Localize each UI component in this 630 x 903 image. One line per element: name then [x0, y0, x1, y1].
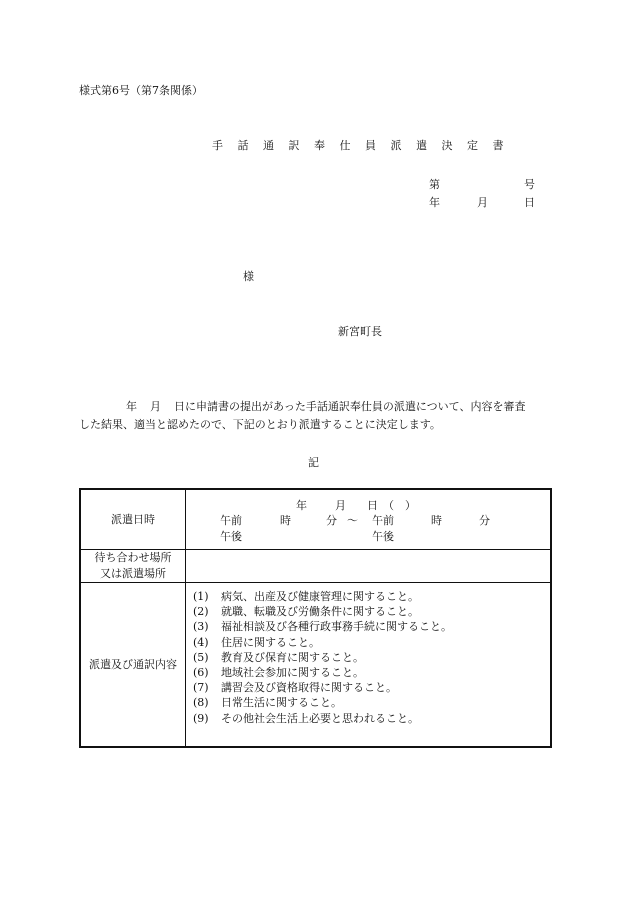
list-item-text: 住居に関すること。 — [221, 635, 320, 649]
dispatch-datetime-label: 派遣日時 — [80, 489, 186, 550]
dt-weekday: （ ） — [383, 499, 416, 512]
list-item — [193, 695, 550, 710]
body-year: 年 — [126, 400, 137, 413]
list-item-number: (1) — [193, 590, 209, 603]
list-item — [193, 635, 550, 650]
dt-day: 日 — [367, 499, 378, 512]
list-item-number: (7) — [193, 681, 209, 695]
document-number-suffix: 号 — [524, 178, 535, 191]
list-item — [193, 665, 550, 680]
dt-start-am: 午前 — [220, 514, 242, 527]
dispatch-content-list — [186, 583, 550, 726]
meeting-place-label-line-1: 待ち合わせ場所 — [94, 551, 172, 564]
list-item-text: 日常生活に関すること。 — [221, 696, 342, 710]
dt-year: 年 — [296, 499, 307, 512]
dispatch-datetime-value — [186, 489, 552, 550]
list-item — [193, 711, 550, 726]
dispatch-content-value — [186, 583, 552, 748]
table-row — [80, 489, 551, 550]
issue-date-day: 日 — [524, 196, 535, 209]
dispatch-details-table — [79, 488, 552, 748]
meeting-place-label — [80, 550, 186, 583]
list-item — [193, 680, 550, 695]
list-item-text: 地域社会参加に関すること。 — [221, 666, 364, 680]
list-item-number: (8) — [193, 696, 209, 710]
dt-end-pm: 午後 — [372, 530, 394, 543]
list-item-number: (5) — [193, 650, 209, 664]
list-item — [193, 604, 550, 619]
dt-end-minute: 分 — [479, 514, 490, 527]
dt-start-hour: 時 — [280, 514, 291, 527]
list-item-number: (6) — [193, 666, 209, 680]
document-title: 手 話 通 訳 奉 仕 員 派 遣 決 定 書 — [212, 139, 509, 152]
issue-date-month: 月 — [477, 196, 488, 209]
issuer-name: 新宮町長 — [338, 325, 382, 338]
form-number: 様式第6号（第7条関係） — [79, 84, 203, 97]
list-item-text: 講習会及び資格取得に関すること。 — [221, 681, 397, 695]
list-item-text: その他社会生活上必要と思われること。 — [221, 711, 419, 725]
document-number-prefix: 第 — [429, 178, 440, 191]
dt-start-pm: 午後 — [220, 530, 242, 543]
list-item-number: (9) — [193, 711, 209, 725]
dt-end-am: 午前 — [372, 514, 394, 527]
list-item — [193, 650, 550, 665]
body-line-1: 日に申請書の提出があった手話通訳奉仕員の派遣について、内容を審査 — [174, 400, 526, 413]
list-item-number: (2) — [193, 605, 209, 619]
dt-start-minute: 分 — [326, 514, 337, 527]
dt-month: 月 — [335, 499, 346, 512]
dt-end-hour: 時 — [431, 514, 442, 527]
list-item-text: 福祉相談及び各種行政事務手続に関すること。 — [221, 620, 452, 634]
table-row — [80, 550, 551, 583]
body-line-2: した結果、適当と認めたので、下記のとおり派遣することに決定します。 — [79, 418, 441, 431]
meeting-place-value — [186, 550, 552, 583]
list-item-text: 教育及び保育に関すること。 — [221, 650, 364, 664]
meeting-place-label-line-2: 又は派遣場所 — [100, 567, 166, 580]
body-month: 月 — [150, 400, 161, 413]
list-item-text: 就職、転職及び労働条件に関すること。 — [221, 605, 419, 619]
list-item-number: (3) — [193, 620, 209, 634]
dt-range-tilde: ～ — [347, 514, 358, 527]
issue-date-year: 年 — [429, 196, 440, 209]
list-item — [193, 589, 550, 604]
addressee-suffix: 様 — [243, 270, 254, 283]
ki-heading: 記 — [308, 456, 319, 469]
list-item — [193, 619, 550, 634]
list-item-text: 病気、出産及び健康管理に関すること。 — [221, 590, 419, 603]
list-item-number: (4) — [193, 635, 209, 649]
dispatch-content-label: 派遣及び通訳内容 — [80, 583, 186, 748]
table-row — [80, 583, 551, 748]
